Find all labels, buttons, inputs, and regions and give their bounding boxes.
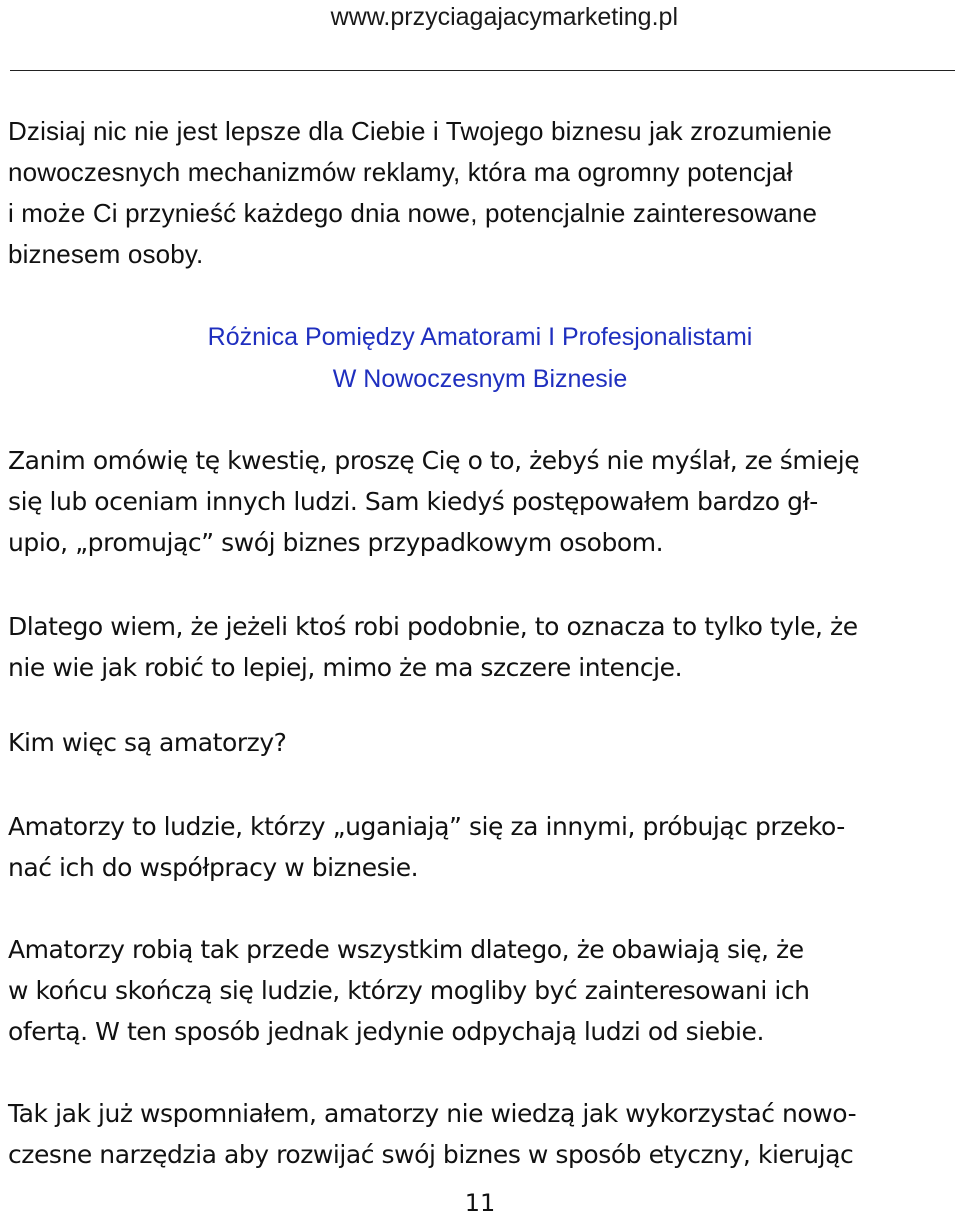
paragraph-disclaimer	[8, 440, 952, 563]
paragraph-line: Dlatego wiem, że jeżeli ktoś robi podobnie, to oznacza to tylko tyle, że	[8, 612, 858, 641]
header-divider	[10, 70, 955, 71]
paragraph-line: Zanim omówię tę kwestię, proszę Cię o to, żebyś nie myślał, ze śmieję	[8, 446, 860, 475]
intro-line: nowoczesnych mechanizmów reklamy, która ma ogromny potencjał	[8, 157, 793, 187]
section-heading-line: Różnica Pomiędzy Amatorami I Profesjonalistami	[207, 323, 753, 351]
paragraph-line: Amatorzy to ludzie, którzy „uganiają” się za innymi, próbując przeko-	[8, 812, 845, 841]
intro-paragraph	[8, 111, 952, 275]
paragraph-amateurs-fear	[8, 929, 952, 1052]
intro-line: biznesem osoby.	[8, 239, 204, 269]
paragraph-line: Amatorzy robią tak przede wszystkim dlatego, że obawiają się, że	[8, 935, 804, 964]
paragraph-line: w końcu skończą się ludzie, którzy mogliby być zainteresowani ich	[8, 976, 810, 1005]
site-url: www.przyciagajacymarketing.pl	[330, 3, 678, 31]
paragraph-line: upio, „promując” swój biznes przypadkowym osobom.	[8, 528, 664, 557]
paragraph-line: nać ich do współpracy w biznesie.	[8, 853, 419, 882]
section-heading-line: W Nowoczesnym Biznesie	[332, 365, 628, 393]
paragraph-line: czesne narzędzia aby rozwijać swój biznes w sposób etyczny, kierując	[8, 1140, 854, 1169]
paragraph-modern-tools	[8, 1093, 952, 1175]
paragraph-line: się lub oceniam innych ludzi. Sam kiedyś postępowałem bardzo gł-	[8, 487, 818, 516]
section-heading	[0, 316, 960, 400]
paragraph-intentions	[8, 606, 952, 688]
intro-line: Dzisiaj nic nie jest lepsze dla Ciebie i Twojego biznesu jak zrozumienie	[8, 116, 832, 146]
paragraph-line: Tak jak już wspomniałem, amatorzy nie wiedzą jak wykorzystać nowo-	[8, 1099, 857, 1128]
paragraph-question	[8, 722, 952, 763]
paragraph-line: ofertą. W ten sposób jednak jedynie odpychają ludzi od siebie.	[8, 1017, 764, 1046]
intro-line: i może Ci przynieść każdego dnia nowe, potencjalnie zainteresowane	[8, 198, 818, 228]
page-number: 11	[464, 1189, 496, 1217]
paragraph-amateurs-definition	[8, 806, 952, 888]
paragraph-line: Kim więc są amatorzy?	[8, 728, 287, 757]
paragraph-line: nie wie jak robić to lepiej, mimo że ma szczere intencje.	[8, 653, 683, 682]
